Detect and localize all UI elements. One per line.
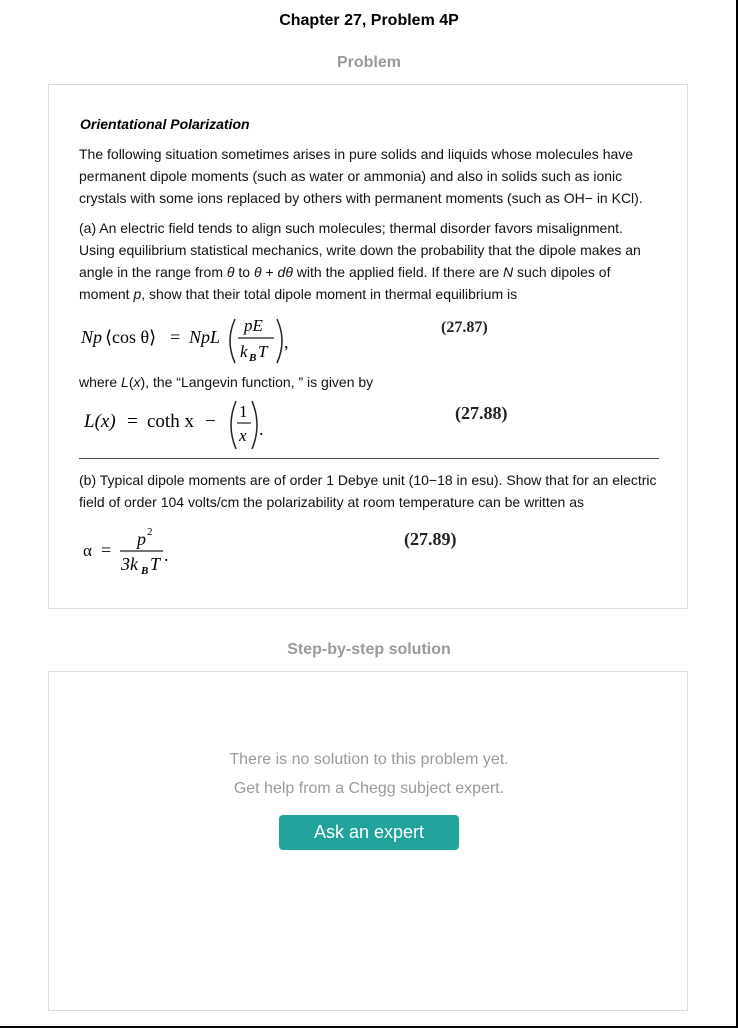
problem-paragraph-intro: The following situation sometimes arises in pure solids and liquids whose molecules have permanent dipole moments (such as water or ammonia) and also in solids such as ionic crystals with some ions replaced by others with permanent moments (such as OH− in KCl). xyxy=(79,146,643,206)
solution-section-label: Step-by-step solution xyxy=(287,641,451,658)
expert-help-message: Get help from a Chegg subject expert. xyxy=(233,780,505,797)
no-solution-message: There is no solution to this problem yet. xyxy=(229,751,509,768)
eq3-den-t: T xyxy=(150,554,161,574)
eq1-np: Np xyxy=(81,327,103,347)
eq1-right-paren xyxy=(277,319,282,363)
eq2-right-paren xyxy=(252,401,257,449)
eq3-alpha: α xyxy=(83,541,92,560)
problem-heading: Orientational Polarization xyxy=(80,116,250,132)
problem-paragraph-part-b: (b) Typical dipole moments are of order 1 Debye unit (10−18 in esu). Show that for an electric field of order 104 volts/cm the polarizability at room temperature can be written as xyxy=(79,472,657,510)
problem-section-label: Problem xyxy=(336,54,401,71)
italic-n: N xyxy=(503,264,514,280)
text-run: ( xyxy=(128,374,134,390)
eq1-left-paren xyxy=(230,319,235,363)
text-run: , show that their total dipole moment in thermal equilibrium is xyxy=(141,286,518,302)
equation-27-88 xyxy=(84,397,284,453)
eq2-left-paren xyxy=(231,401,236,449)
problem-panel xyxy=(48,84,688,609)
eq2-frac-denominator: x xyxy=(239,426,247,445)
ask-an-expert-button[interactable]: Ask an expert xyxy=(279,815,459,850)
italic-p: p xyxy=(133,286,142,302)
problem-paragraph-part-a xyxy=(79,217,659,305)
equation-number-27-89: (27.89) xyxy=(404,529,457,549)
text-run: where xyxy=(79,374,122,390)
solution-panel xyxy=(48,671,688,1011)
text-run: such dipoles of moment xyxy=(79,264,611,302)
eq1-frac-den-t: T xyxy=(258,342,268,361)
italic-dtheta: dθ xyxy=(277,264,293,280)
text-run: (a) An electric field tends to align such molecules; thermal disorder favors misalignment. Using equilibrium statistical mechanics, write down the probability that the dipole makes an angle in the range from xyxy=(79,220,641,280)
italic-x: x xyxy=(133,374,141,390)
problem-paragraph-langevin xyxy=(79,371,659,393)
eq2-coth: coth x xyxy=(147,411,194,432)
eq3-den-3k: 3k xyxy=(121,554,138,574)
text-run: with the applied field. If there are xyxy=(292,264,504,280)
eq3-numerator: p xyxy=(137,529,146,549)
eq2-period: . xyxy=(259,419,264,439)
eq1-frac-den-sub: B xyxy=(249,352,257,364)
eq2-frac-numerator: 1 xyxy=(239,402,248,421)
text-run: to xyxy=(234,264,254,280)
eq3-den-sub: B xyxy=(141,565,149,577)
chapter-title: Chapter 27, Problem 4P xyxy=(279,12,459,29)
eq3-period: . xyxy=(164,545,169,565)
equation-number-27-87: (27.87) xyxy=(441,319,488,336)
eq1-cos-theta: ⟨cos θ⟩ xyxy=(105,327,157,347)
eq1-npl: NpL xyxy=(189,327,221,347)
eq3-equals: = xyxy=(101,540,112,560)
italic-theta: θ xyxy=(226,264,235,280)
text-run: ), the “Langevin function, ” is given by xyxy=(140,374,374,390)
text-run: + xyxy=(261,264,278,280)
eq1-comma: , xyxy=(284,332,289,352)
equation-27-89 xyxy=(83,523,193,579)
italic-theta: θ xyxy=(253,264,262,280)
eq1-frac-numerator: pE xyxy=(244,316,263,335)
equation-number-27-88: (27.88) xyxy=(455,403,508,423)
equation-27-87 xyxy=(81,311,311,371)
eq2-equals: = xyxy=(127,411,138,432)
italic-l: L xyxy=(121,374,129,390)
eq2-minus: − xyxy=(205,411,216,432)
eq3-numerator-sup: 2 xyxy=(147,526,153,538)
eq2-lhs: L(x) xyxy=(84,411,116,432)
divider-line xyxy=(79,458,659,459)
eq1-frac-den-k: k xyxy=(240,342,248,361)
eq1-equals: = xyxy=(170,327,181,347)
